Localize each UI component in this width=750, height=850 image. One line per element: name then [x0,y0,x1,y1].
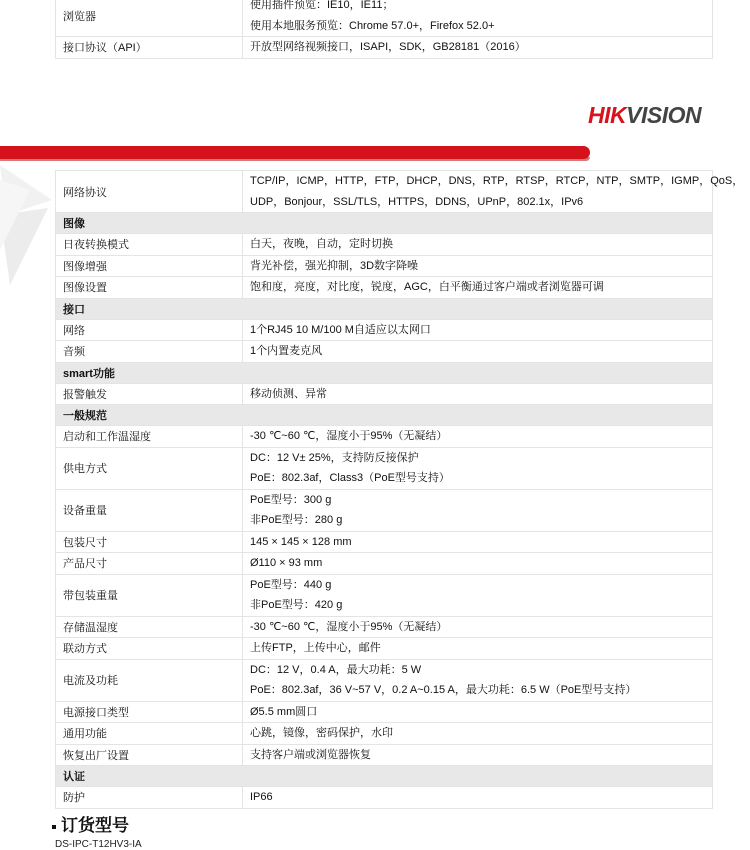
spec-value-line: IP66 [250,791,273,803]
spec-row [56,277,713,299]
spec-row [56,744,713,766]
logo-vision-text: VISION [626,102,702,128]
spec-value-line: DC：12 V± 25%，支持防反接保护 [250,451,419,464]
spec-label: 网络 [56,319,243,341]
spec-value [243,553,713,575]
spec-row [56,723,713,745]
order-title-text: 订货型号 [61,816,129,835]
spec-row [56,426,713,448]
spec-value [243,255,713,277]
spec-row [56,234,713,256]
logo-hik-text: HIK [588,102,627,128]
spec-value-line: 使用本地服务预览：Chrome 57.0+，Firefox 52.0+ [250,19,495,32]
spec-row [56,171,713,213]
spec-value [243,574,713,616]
spec-value-line: 白天，夜晚，自动，定时切换 [250,238,393,250]
spec-value [243,659,713,701]
spec-label: 图像增强 [56,255,243,277]
spec-value [243,447,713,489]
spec-value [243,341,713,363]
spec-value-line: 1个RJ45 10 M/100 M自适应以太网口 [250,323,431,336]
spec-row [56,787,713,809]
spec-value [243,787,713,809]
spec-value-line: Ø110 × 93 mm [250,557,323,569]
spec-label: 报警触发 [56,383,243,405]
spec-value [243,234,713,256]
spec-value [243,638,713,660]
hikvision-logo [588,102,701,129]
spec-label: 包装尺寸 [56,531,243,553]
spec-value-line: 145 × 145 × 128 mm [250,535,352,548]
spec-label: 图像设置 [56,277,243,299]
spec-value [243,319,713,341]
spec-value-line: 支持客户端或浏览器恢复 [250,748,371,761]
spec-label: 日夜转换模式 [56,234,243,256]
spec-value-line: 1个内置麦克风 [250,345,323,357]
spec-row [56,319,713,341]
spec-label: 联动方式 [56,638,243,660]
spec-row [56,701,713,723]
spec-value [243,744,713,766]
spec-value-line: -30 ℃~60 ℃，湿度小于95%（无凝结） [250,430,448,442]
spec-row [56,383,713,405]
spec-value [243,277,713,299]
spec-value-line: 使用插件预览：IE10，IE11； [250,0,394,11]
spec-value-line: -30 ℃~60 ℃，湿度小于95%（无凝结） [250,620,448,633]
spec-row [56,447,713,489]
order-section-title [52,811,129,836]
spec-value [243,426,713,448]
section-header: 接口 [56,298,713,319]
spec-row [56,659,713,701]
spec-label: 带包装重量 [56,574,243,616]
spec-value [243,489,713,531]
spec-value [243,0,713,37]
spec-label: 电源接口类型 [56,701,243,723]
spec-value-line: TCP/IP，ICMP，HTTP，FTP，DHCP，DNS，RTP，RTSP，RTCP，NTP，SMTP，IGMP，QoS， [250,175,744,187]
spec-row [56,531,713,553]
spec-value-line: 非PoE型号：420 g [250,599,343,611]
spec-row [56,37,713,59]
spec-value-line: 开放型网络视频接口，ISAPI，SDK，GB28181（2016） [250,41,526,53]
spec-value [243,616,713,638]
spec-label: 浏览器 [56,0,243,37]
section-header: 一般规范 [56,405,713,426]
spec-value [243,171,744,213]
spec-value [243,701,713,723]
order-model-number: DS-IPC-T12HV3-IA [55,839,142,850]
spec-value [243,383,713,405]
spec-label: 网络协议 [56,171,243,213]
spec-row [56,0,713,37]
section-header: 认证 [56,766,713,787]
spec-value [243,723,713,745]
spec-value-line: PoE：802.3af，Class3（PoE型号支持） [250,472,450,484]
section-header: smart功能 [56,362,713,383]
spec-label: 产品尺寸 [56,553,243,575]
spec-value-line: 饱和度，亮度，对比度，锐度，AGC，白平衡通过客户端或者浏览器可调 [250,281,604,293]
spec-value [243,37,713,59]
spec-row [56,638,713,660]
spec-label: 存储温湿度 [56,616,243,638]
section-header-row [56,766,713,787]
spec-value-line: 非PoE型号：280 g [250,514,343,526]
spec-label: 恢复出厂设置 [56,744,243,766]
spec-value [243,531,713,553]
spec-value-line: DC：12 V，0.4 A，最大功耗：5 W [250,663,422,676]
spec-value-line: UDP，Bonjour，SSL/TLS，HTTPS，DDNS，UPnP，802.1x，IPv6 [250,195,584,208]
red-banner-stripe [0,146,590,159]
spec-value-line: PoE：802.3af，36 V~57 V，0.2 A~0.15 A，最大功耗：6.5 W（PoE型号支持） [250,684,637,696]
spec-label: 接口协议（API） [56,37,243,59]
spec-value-line: Ø5.5 mm圆口 [250,705,318,718]
spec-value-line: 背光补偿，强光抑制，3D数字降噪 [250,259,419,272]
spec-value-line: 移动侦测、异常 [250,387,327,400]
spec-label: 电流及功耗 [56,659,243,701]
spec-value-line: PoE型号：440 g [250,578,332,591]
spec-table-main [55,170,744,809]
spec-label: 音频 [56,341,243,363]
spec-table-top [55,0,713,59]
section-header-row [56,405,713,426]
bullet-icon [52,825,56,829]
spec-label: 通用功能 [56,723,243,745]
decorative-shards [0,160,60,290]
spec-row [56,341,713,363]
spec-value-line: PoE型号：300 g [250,493,332,506]
spec-row [56,255,713,277]
spec-row [56,574,713,616]
spec-row [56,553,713,575]
section-header-row [56,298,713,319]
section-header: 图像 [56,213,713,234]
section-header-row [56,362,713,383]
spec-row [56,616,713,638]
spec-label: 防护 [56,787,243,809]
spec-row [56,489,713,531]
section-header-row [56,213,713,234]
spec-label: 供电方式 [56,447,243,489]
spec-value-line: 心跳，镜像，密码保护，水印 [250,727,393,739]
spec-value-line: 上传FTP，上传中心，邮件 [250,642,381,654]
spec-label: 启动和工作温湿度 [56,426,243,448]
spec-label: 设备重量 [56,489,243,531]
